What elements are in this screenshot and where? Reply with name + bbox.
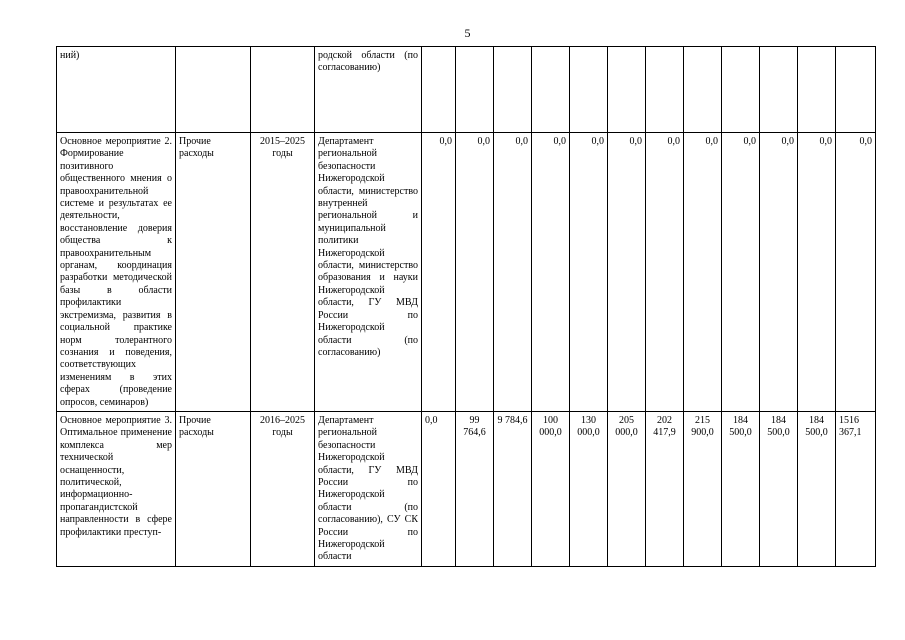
value-cell <box>532 47 570 133</box>
program-measures-table <box>56 46 876 567</box>
value-cell: 0,0 <box>684 133 722 412</box>
value-cell: 184 500,0 <box>760 411 798 566</box>
value-cell <box>422 47 456 133</box>
value-cell: 0,0 <box>646 133 684 412</box>
period-cell: 2016–2025 годы <box>251 411 315 566</box>
value-cell: 1516 367,1 <box>836 411 876 566</box>
value-cell <box>798 47 836 133</box>
value-cell <box>646 47 684 133</box>
measure-cell: Основное мероприятие 3. Оптимальное применение комплекса мер технической оснащенности, политической, информационно-пропагандистской направленности в сфере профилактики преступ- <box>57 411 176 566</box>
value-cell <box>456 47 494 133</box>
value-cell: 184 500,0 <box>722 411 760 566</box>
value-cell: 0,0 <box>608 133 646 412</box>
value-cell: 0,0 <box>836 133 876 412</box>
table-row <box>57 411 876 566</box>
value-cell <box>570 47 608 133</box>
table-row <box>57 133 876 412</box>
value-cell <box>760 47 798 133</box>
executor-cell: Департамент региональной безопасности Нижегородской области, ГУ МВД России по Нижегородской области (по согласованию), СУ СК России по Нижегородской области <box>315 411 422 566</box>
value-cell <box>684 47 722 133</box>
value-cell: 202 417,9 <box>646 411 684 566</box>
value-cell: 99 764,6 <box>456 411 494 566</box>
expense-type-cell: Прочие расходы <box>176 411 251 566</box>
value-cell: 100 000,0 <box>532 411 570 566</box>
page-number: 5 <box>464 26 471 40</box>
value-cell: 0,0 <box>722 133 760 412</box>
value-cell: 9 784,6 <box>494 411 532 566</box>
executor-cell: родской области (по согласованию) <box>315 47 422 133</box>
value-cell: 130 000,0 <box>570 411 608 566</box>
period-cell <box>251 47 315 133</box>
value-cell <box>722 47 760 133</box>
value-cell: 0,0 <box>422 411 456 566</box>
value-cell: 205 000,0 <box>608 411 646 566</box>
executor-cell: Департамент региональной безопасности Нижегородской области, министерство внутренней региональной и муниципальной политики Нижегородской области, министерство образования и науки Нижегородской области, ГУ МВД России по Нижегородской области (по согласованию) <box>315 133 422 412</box>
value-cell: 0,0 <box>494 133 532 412</box>
value-cell: 215 900,0 <box>684 411 722 566</box>
measure-cell: Основное мероприятие 2. Формирование позитивного общественного мнения о правоохранительной системе и результатах ее деятельности, восстановление доверия общества к правоохранительным органам, координация разработки методической базы в области профилактики экстремизма, развития в социальной практике норм толерантного сознания и поведения, соответствующих изменениям в этих сферах (проведение опросов, семинаров) <box>57 133 176 412</box>
value-cell <box>836 47 876 133</box>
value-cell <box>494 47 532 133</box>
measure-cell: ний) <box>57 47 176 133</box>
value-cell: 0,0 <box>570 133 608 412</box>
period-cell: 2015–2025 годы <box>251 133 315 412</box>
value-cell: 0,0 <box>760 133 798 412</box>
expense-type-cell <box>176 47 251 133</box>
value-cell: 0,0 <box>456 133 494 412</box>
expense-type-cell: Прочие расходы <box>176 133 251 412</box>
value-cell: 0,0 <box>532 133 570 412</box>
value-cell: 0,0 <box>422 133 456 412</box>
value-cell: 184 500,0 <box>798 411 836 566</box>
table-row <box>57 47 876 133</box>
value-cell: 0,0 <box>798 133 836 412</box>
value-cell <box>608 47 646 133</box>
